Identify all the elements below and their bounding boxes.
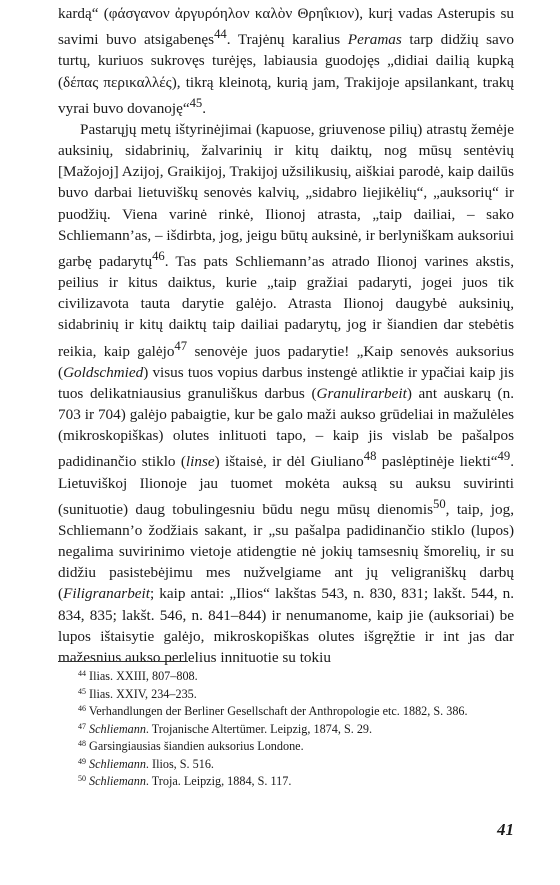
footnote-text: Schliemann. Troja. Leipzig, 1884, S. 117. — [89, 774, 292, 788]
footnote-number: 50 — [78, 774, 86, 783]
page-number: 41 — [497, 820, 514, 839]
footnote-text: Ilias. XXIII, 807–808. — [86, 669, 198, 683]
footnote-number: 44 — [78, 669, 86, 678]
footnote — [58, 738, 514, 756]
footnote — [58, 686, 514, 704]
footnote-number: 46 — [78, 704, 86, 713]
footnote-number: 47 — [78, 721, 86, 731]
footnote — [58, 668, 514, 686]
footnote — [58, 756, 514, 774]
footnote-text: Schliemann. Trojanische Altertümer. Leipzig, 1874, S. 29. — [89, 721, 373, 736]
footnote — [58, 703, 514, 721]
footnotes — [58, 668, 514, 791]
footnote — [58, 773, 514, 791]
footnote-text: Garsingiausias šiandien auksorius Londone. — [86, 739, 304, 753]
footnote-rule — [58, 661, 188, 662]
footnote-number: 48 — [78, 739, 86, 748]
footnote-number: 45 — [78, 686, 86, 696]
main-text — [58, 3, 514, 668]
footnote-text: Schliemann. Ilios, S. 516. — [89, 756, 214, 771]
paragraph: kardą“ (φάσγανον ἀργυρόηλον καλὸν Θρηΐκιον), kurį vadas Asterupis su savimi buvo atsigabenęs$^{44}$. Trajėnų karalius Peramas tarp didžių savo turtų, kuriuos sukrovęs turėjęs, labiausia guodojęs „didiai dailią kupką (δέπας περικαλλές), tikrą kleinotą, kurią jam, Trakijoje apsilankant, trakų vyrai buvo dovanoję“$^{45}$. — [58, 5, 514, 117]
paragraph: Pastarųjų metų ištyrinėjimai (kapuose, griuvenose pilių) atrastų žemėje auksinių, sidabrinių, žalvarinių ir kitų daiktų, nog mūsų sentėvių [Mažojoj] Azijoj, Graikijoj, Trakijoj užsilikusių, aiškiai parodė, kaip dailūs buvo darbai lietuviškų senovės kalvių, „sidabro liejikėlių“, „auksorių“ ir puodžių. Viena varinė rinkė, Ilionoj atrasta, „taip dailiai, – sako Schliemann’as, – išdirbta, jog, jeigu būtų auksinė, ir berlyniškam auksoriui garbę padarytų$^{46}$. Tas pats Schliemann’as atrado Ilionoj varines akstis, peilius ir kitus daiktus, kurie „taip gražiai padaryti, jogei juos tik civilizavota tauta darytie galėjo. Atrasta Ilionoj daugybė auksinių, sidabrinių ir kitų daiktų taip dailiai padarytų, jog ir šiandien dar stebėtis reikia, kaip galėjo$^{47}$ senovėje juos padarytie! „Kaip senovės auksorius (Goldschmied) visus tuos vopius darbus instengė atliktie ir ypačiai kaip jis tuos delikatniausius granuliškus darbus (Granulirarbeit) ant auskarų (n. 703 ir 704) galėjo pabaigtie, kur be galo maži aukso grūdeliai in mažulėles (mikroskopiškas) olutes inlituoti tapo, – kaip jis vislab be pašalpos padidinančio stiklo (linse) ištaisė, ir dėl Giuliano$^{48}$ paslėptinėje liekti“$^{49}$. Lietuviškoj Ilionoje jau tuomet mokėta auksą su auksu suvirinti (sunituotie) daug tobulingesniu būdu negu mūsų dienomis$^{50}$, taip, jog, Schliemann’o žodžiais sakant, ir „su pašalpa padidinančio stiklo (lupos) negalima suvirinimo vietoje atidengtie nė jokių tamsesnių šmorelių, ir su didžiu pasistebėjimu mes nužvelgiame ant jų veligraniškų darbų (Filigranarbeit; kaip antai: „Ilios“ lakštas 543, n. 830, 831; lakšt. 544, n. 834, 835; lakšt. 546, n. 841–844) ir nenumanome, kaip jie (auksoriai) be lupos ištaisytie galėjo, mikroskopiškas olutes išgręžtie ir int jas dar mažesnius aukso perlelius innituotie su tokiu — [58, 120, 514, 666]
footnote-number: 49 — [78, 756, 86, 766]
footnote-text: Ilias. XXIV, 234–235. — [86, 686, 197, 701]
footnote — [58, 721, 514, 739]
footnote-text: Verhandlungen der Berliner Gesellschaft der Anthropologie etc. 1882, S. 386. — [86, 704, 468, 718]
